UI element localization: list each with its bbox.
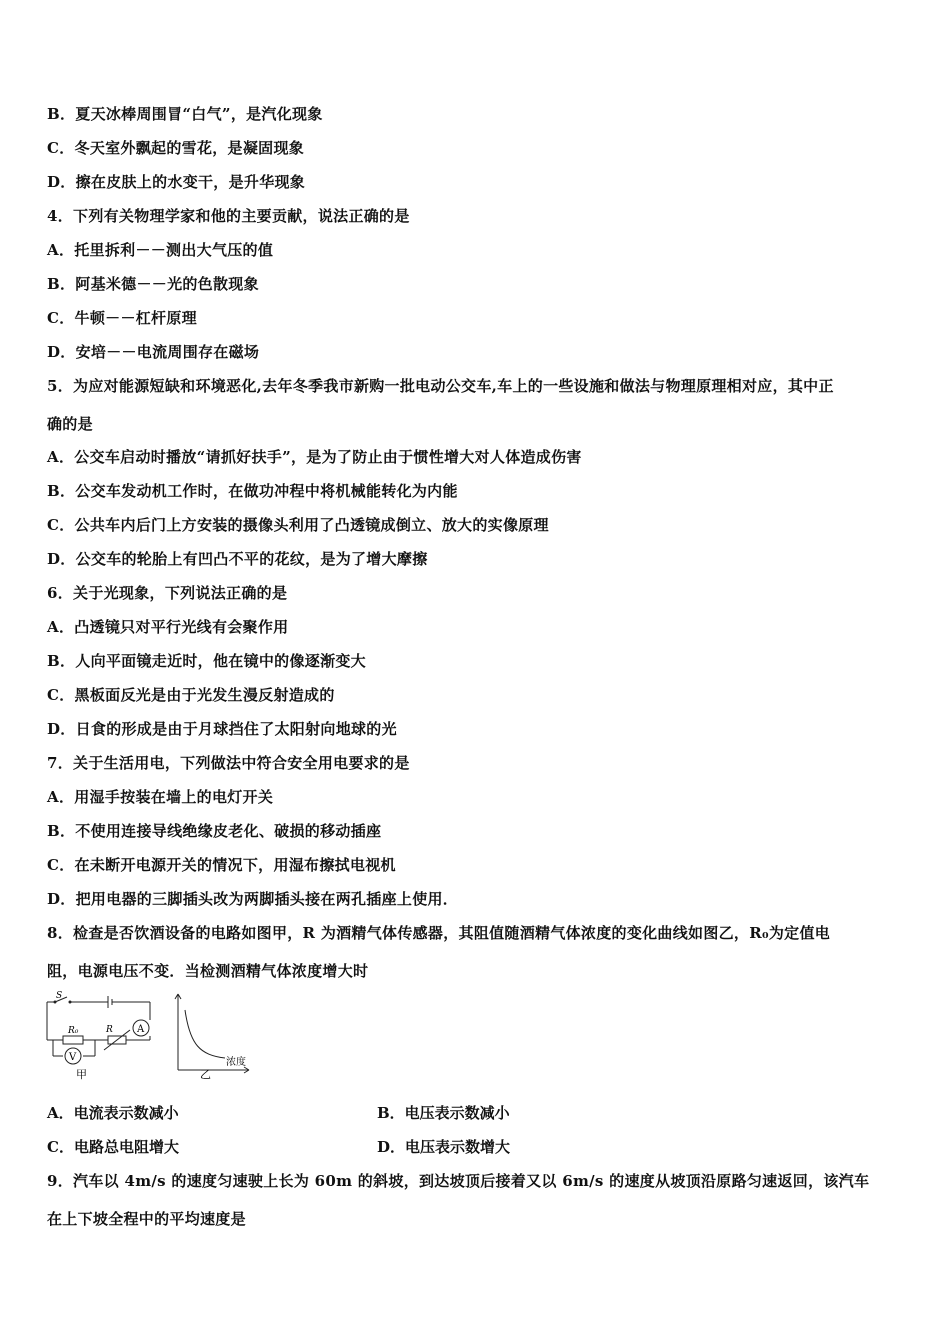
q-line: D．日食的形成是由于月球挡住了太阳射向地球的光 [47, 720, 397, 738]
q8-option-d: D．电压表示数增大 [377, 1138, 511, 1156]
q-line: 5．为应对能源短缺和环境恶化,去年冬季我市新购一批电动公交车,车上的一些设施和做法与物理原理相对应，其中正 [47, 377, 834, 395]
q-line: D．把用电器的三脚插头改为两脚插头接在两孔插座上使用． [47, 890, 459, 908]
caption-right: 乙 [200, 1068, 211, 1081]
q-line: B．阿基米德－－光的色散现象 [47, 275, 259, 293]
q-line: B．公交车发动机工作时，在做功冲程中将机械能转化为内能 [47, 482, 458, 500]
q-line: 8．检查是否饮酒设备的电路如图甲，R 为酒精气体传感器，其阻值随酒精气体浓度的变化曲线如图乙，R₀为定值电 [47, 924, 831, 942]
q-line: 确的是 [47, 415, 93, 433]
q-line: 6．关于光现象，下列说法正确的是 [47, 584, 288, 602]
q-line: 阻，电源电压不变．当检测酒精气体浓度增大时 [47, 962, 369, 980]
r0-label: R₀ [68, 1026, 79, 1036]
circuit-figure [40, 990, 265, 1082]
q9-line: 9．汽车以 4m/s 的速度匀速驶上长为 60m 的斜坡，到达坡顶后接着又以 6m/s 的速度从坡顶沿原路匀速返回，该汽车 [47, 1172, 870, 1190]
caption-left: 甲 [76, 1068, 87, 1081]
q-line: C．牛顿－－杠杆原理 [47, 309, 197, 327]
switch-label: S [56, 991, 63, 1001]
q-line: C．黑板面反光是由于光发生漫反射造成的 [47, 686, 335, 704]
q8-option-a: A．电流表示数减小 [47, 1104, 179, 1122]
q-line: B．不使用连接导线绝缘皮老化、破损的移动插座 [47, 822, 382, 840]
q-line: C．冬天室外飘起的雪花，是凝固现象 [47, 139, 305, 157]
q-line: D．擦在皮肤上的水变干，是升华现象 [47, 173, 306, 191]
r-label: R [106, 1025, 113, 1035]
x-axis-label: 浓度 [226, 1057, 246, 1068]
q-line: A．用湿手按装在墙上的电灯开关 [47, 788, 274, 806]
q8-option-c: C．电路总电阻增大 [47, 1138, 179, 1156]
q-line: B．夏天冰棒周围冒“白气”，是汽化现象 [47, 105, 323, 123]
voltmeter-label: V [69, 1052, 77, 1063]
q-line: A．托里拆利－－测出大气压的值 [47, 241, 274, 259]
q9-line: 在上下坡全程中的平均速度是 [47, 1210, 246, 1228]
q-line: D．公交车的轮胎上有凹凸不平的花纹，是为了增大摩擦 [47, 550, 428, 568]
q8-option-b: B．电压表示数减小 [377, 1104, 510, 1122]
q-line: D．安培－－电流周围存在磁场 [47, 343, 260, 361]
q-line: C．在未断开电源开关的情况下，用湿布擦拭电视机 [47, 856, 396, 874]
q-line: 4．下列有关物理学家和他的主要贡献，说法正确的是 [47, 207, 410, 225]
q-line: C．公共车内后门上方安装的摄像头利用了凸透镜成倒立、放大的实像原理 [47, 516, 549, 534]
ammeter-label: A [137, 1024, 145, 1035]
q-line: A．凸透镜只对平行光线有会聚作用 [47, 618, 289, 636]
q-line: A．公交车启动时播放“请抓好扶手”，是为了防止由于惯性增大对人体造成伤害 [47, 448, 582, 466]
q-line: B．人向平面镜走近时，他在镜中的像逐渐变大 [47, 652, 366, 670]
q-line: 7．关于生活用电，下列做法中符合安全用电要求的是 [47, 754, 410, 772]
